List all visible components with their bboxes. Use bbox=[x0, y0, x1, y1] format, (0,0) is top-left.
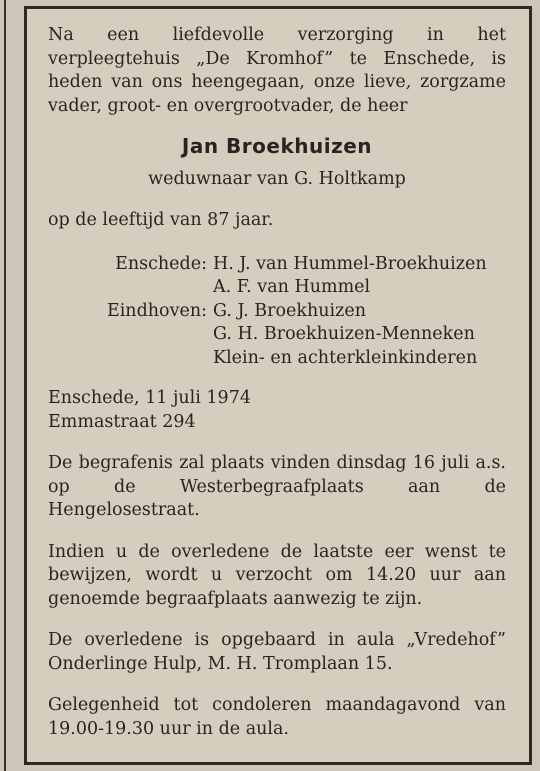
intro-line: vader, groot- en overgrootvader, de heer bbox=[48, 95, 408, 116]
respect-line: Indien u de overledene de laatste eer wenst te bbox=[48, 541, 506, 562]
family-city: Eindhoven: bbox=[106, 300, 207, 321]
laid-out-paragraph bbox=[48, 629, 506, 676]
family-list bbox=[48, 253, 506, 371]
laid-out-line: Onderlinge Hulp, M. H. Tromplaan 15. bbox=[48, 653, 393, 674]
widower-line: weduwnaar van G. Holtkamp bbox=[148, 168, 406, 189]
place-date: Enschede, 11 juli 1974 bbox=[48, 388, 251, 408]
condolence-line: 19.00-19.30 uur in de aula. bbox=[48, 718, 289, 739]
family-member: H. J. van Hummel-Broekhuizen bbox=[213, 253, 487, 274]
funeral-line: De begrafenis zal plaats vinden dinsdag 16 juli a.s. bbox=[48, 453, 506, 473]
intro-line: verpleegtehuis „De Kromhof” te Enschede, is bbox=[48, 48, 506, 69]
family-member: G. H. Broekhuizen-Menneken bbox=[213, 324, 475, 344]
column-divider bbox=[4, 0, 6, 771]
family-member: A. F. van Hummel bbox=[213, 277, 371, 297]
intro-line: heden van ons heengegaan, onze lieve, zorgzame bbox=[48, 72, 506, 92]
place-date-block bbox=[48, 387, 506, 434]
intro-line: Na een liefdevolle verzorging in het bbox=[48, 25, 506, 45]
funeral-paragraph bbox=[48, 452, 506, 523]
intro-paragraph bbox=[48, 24, 506, 118]
age-line: op de leeftijd van 87 jaar. bbox=[48, 210, 274, 230]
deceased-name: Jan Broekhuizen bbox=[181, 134, 373, 158]
family-member: G. J. Broekhuizen bbox=[213, 300, 366, 321]
condolence-line: Gelegenheid tot condoleren maandagavond van bbox=[48, 695, 506, 715]
funeral-line: op de Westerbegraafplaats aan de bbox=[48, 476, 506, 497]
respect-paragraph bbox=[48, 541, 506, 612]
laid-out-line: De overledene is opgebaard in aula „Vredehof” bbox=[48, 630, 506, 650]
condolence-paragraph bbox=[48, 694, 506, 741]
respect-line: genoemde begraafplaats aanwezig te zijn. bbox=[48, 588, 423, 609]
death-announcement bbox=[48, 24, 506, 741]
family-member: Klein- en achterkleinkinderen bbox=[213, 347, 478, 368]
address: Emmastraat 294 bbox=[48, 411, 196, 432]
respect-line: bewijzen, wordt u verzocht om 14.20 uur aan bbox=[48, 565, 506, 585]
family-city: Enschede: bbox=[115, 253, 207, 274]
funeral-line: Hengelosestraat. bbox=[48, 500, 200, 520]
